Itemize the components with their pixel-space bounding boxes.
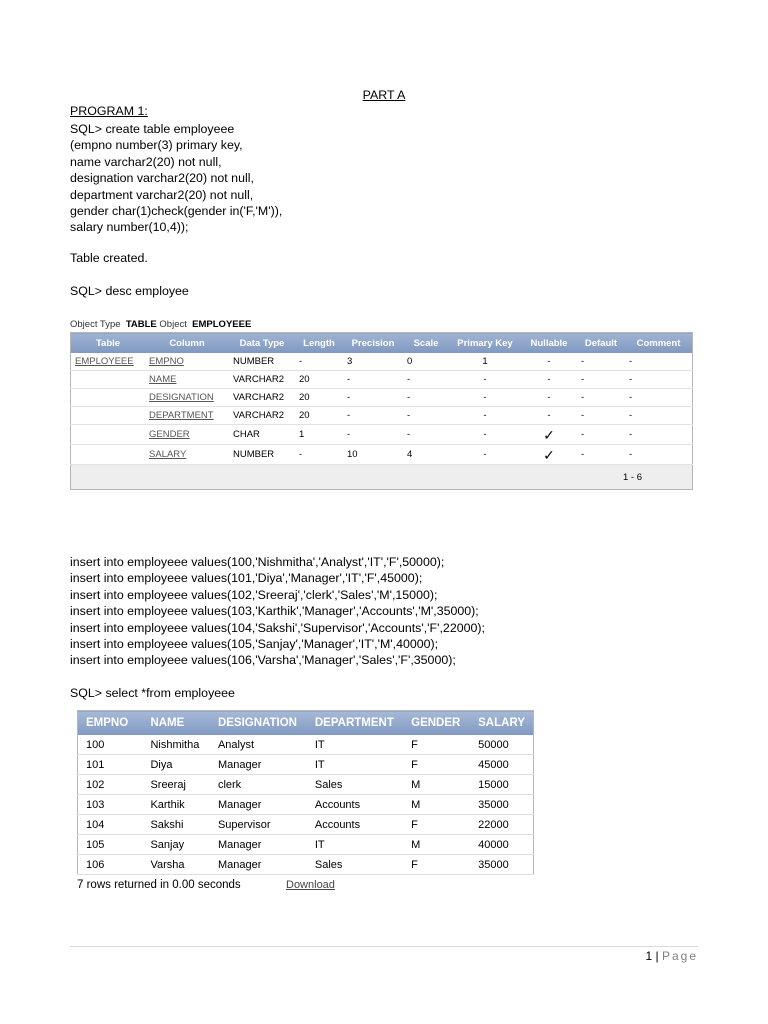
- describe-table-panel: [70, 318, 693, 490]
- comment-cell: -: [625, 407, 693, 425]
- precision-cell: -: [343, 389, 403, 407]
- table-row: [78, 815, 534, 835]
- nullable-check-icon: ✓: [521, 445, 577, 465]
- department-cell: Sales: [307, 855, 403, 875]
- salary-cell: 35000: [470, 795, 533, 815]
- name-cell: Sreeraj: [142, 775, 210, 795]
- column-link[interactable]: DESIGNATION: [145, 389, 229, 407]
- department-cell: Accounts: [307, 795, 403, 815]
- data-type-cell: VARCHAR2: [229, 371, 295, 389]
- primary-key-cell: -: [449, 425, 521, 445]
- designation-cell: Manager: [210, 795, 307, 815]
- table-name-cell: [71, 425, 146, 445]
- salary-cell: 50000: [470, 735, 533, 755]
- row-range: 1 - 6: [71, 465, 693, 490]
- name-cell: Varsha: [142, 855, 210, 875]
- select-command: SQL> select *from employeee: [70, 686, 235, 700]
- part-title: PART A: [362, 88, 406, 102]
- table-name-link[interactable]: EMPLOYEEE: [71, 353, 146, 371]
- page-separator: |: [655, 949, 659, 963]
- gender-cell: F: [403, 735, 470, 755]
- empno-cell: 106: [78, 855, 143, 875]
- object-type-label: Object Type: [70, 319, 121, 330]
- table-row: [71, 407, 693, 425]
- department-cell: IT: [307, 835, 403, 855]
- comment-cell: -: [625, 353, 693, 371]
- data-type-cell: VARCHAR2: [229, 389, 295, 407]
- salary-cell: 40000: [470, 835, 533, 855]
- data-type-cell: VARCHAR2: [229, 407, 295, 425]
- table-row: [78, 835, 534, 855]
- describe-header-row: [71, 333, 693, 354]
- table-row: [78, 795, 534, 815]
- nullable-cell: -: [521, 389, 577, 407]
- precision-cell: 10: [343, 445, 403, 465]
- header-name[interactable]: NAME: [142, 711, 210, 736]
- empno-cell: 102: [78, 775, 143, 795]
- gender-cell: F: [403, 815, 470, 835]
- insert-statement: insert into employeee values(101,'Diya','Manager','IT','F',45000);: [70, 571, 423, 585]
- describe-table: [70, 332, 693, 490]
- data-type-cell: NUMBER: [229, 445, 295, 465]
- data-type-cell: NUMBER: [229, 353, 295, 371]
- salary-cell: 22000: [470, 815, 533, 835]
- header-data-type[interactable]: Data Type: [229, 333, 295, 354]
- precision-cell: 3: [343, 353, 403, 371]
- comment-cell: -: [625, 371, 693, 389]
- header-scale[interactable]: Scale: [403, 333, 449, 354]
- default-cell: -: [577, 445, 625, 465]
- designation-cell: Manager: [210, 755, 307, 775]
- header-precision[interactable]: Precision: [343, 333, 403, 354]
- comment-cell: -: [625, 389, 693, 407]
- table-row: [71, 353, 693, 371]
- header-column[interactable]: Column: [145, 333, 229, 354]
- length-cell: -: [295, 353, 343, 371]
- department-cell: Sales: [307, 775, 403, 795]
- insert-statement: insert into employeee values(105,'Sanjay','Manager','IT','M',40000);: [70, 637, 439, 651]
- department-cell: IT: [307, 735, 403, 755]
- scale-cell: -: [403, 389, 449, 407]
- table-name-cell: [71, 371, 146, 389]
- scale-cell: -: [403, 371, 449, 389]
- empno-cell: 105: [78, 835, 143, 855]
- table-row: [71, 445, 693, 465]
- precision-cell: -: [343, 371, 403, 389]
- header-length[interactable]: Length: [295, 333, 343, 354]
- gender-cell: M: [403, 775, 470, 795]
- table-created-message: Table created.: [70, 251, 148, 265]
- name-cell: Sanjay: [142, 835, 210, 855]
- department-cell: Accounts: [307, 815, 403, 835]
- default-cell: -: [577, 407, 625, 425]
- insert-statement: insert into employeee values(103,'Karthik','Manager','Accounts','M',35000);: [70, 604, 479, 618]
- length-cell: -: [295, 445, 343, 465]
- scale-cell: 4: [403, 445, 449, 465]
- comment-cell: -: [625, 445, 693, 465]
- rows-returned-text: 7 rows returned in 0.00 seconds: [77, 879, 241, 891]
- nullable-cell: -: [521, 371, 577, 389]
- header-department[interactable]: DEPARTMENT: [307, 711, 403, 736]
- scale-cell: -: [403, 425, 449, 445]
- object-label: Object: [159, 319, 187, 330]
- name-cell: Nishmitha: [142, 735, 210, 755]
- column-link[interactable]: EMPNO: [145, 353, 229, 371]
- query-result-panel: [77, 710, 534, 897]
- create-table-statement: [70, 121, 282, 236]
- header-default[interactable]: Default: [577, 333, 625, 354]
- insert-statement: insert into employeee values(102,'Sreeraj','clerk','Sales','M',15000);: [70, 588, 438, 602]
- column-link[interactable]: SALARY: [145, 445, 229, 465]
- header-gender[interactable]: GENDER: [403, 711, 470, 736]
- department-cell: IT: [307, 755, 403, 775]
- primary-key-cell: -: [449, 371, 521, 389]
- default-cell: -: [577, 353, 625, 371]
- object-type-line: [70, 318, 693, 332]
- salary-cell: 35000: [470, 855, 533, 875]
- scale-cell: -: [403, 407, 449, 425]
- column-link[interactable]: GENDER: [145, 425, 229, 445]
- comment-cell: -: [625, 425, 693, 445]
- designation-cell: Manager: [210, 835, 307, 855]
- empno-cell: 104: [78, 815, 143, 835]
- gender-cell: M: [403, 795, 470, 815]
- table-row: [71, 425, 693, 445]
- gender-cell: F: [403, 855, 470, 875]
- length-cell: 20: [295, 389, 343, 407]
- name-cell: Karthik: [142, 795, 210, 815]
- desc-command: SQL> desc employee: [70, 284, 189, 298]
- code-line: designation varchar2(20) not null,: [70, 171, 254, 186]
- length-cell: 20: [295, 371, 343, 389]
- primary-key-cell: -: [449, 389, 521, 407]
- gender-cell: F: [403, 755, 470, 775]
- empno-cell: 101: [78, 755, 143, 775]
- column-link[interactable]: NAME: [145, 371, 229, 389]
- default-cell: -: [577, 425, 625, 445]
- object-type-value: TABLE: [125, 319, 157, 330]
- object-value: EMPLOYEEE: [192, 319, 252, 330]
- nullable-cell: -: [521, 353, 577, 371]
- designation-cell: clerk: [210, 775, 307, 795]
- program-title: PROGRAM 1:: [70, 104, 148, 118]
- code-line: department varchar2(20) not null,: [70, 187, 254, 202]
- header-primary-key[interactable]: Primary Key: [449, 333, 521, 354]
- length-cell: 20: [295, 407, 343, 425]
- code-line: salary number(10,4));: [70, 220, 189, 235]
- download-link[interactable]: Download: [286, 879, 335, 891]
- primary-key-cell: -: [449, 407, 521, 425]
- header-comment[interactable]: Comment: [625, 333, 693, 354]
- precision-cell: -: [343, 425, 403, 445]
- code-line: SQL> create table employeee: [70, 122, 235, 136]
- header-salary[interactable]: SALARY: [470, 711, 533, 736]
- result-header-row: [78, 711, 534, 736]
- code-line: gender char(1)check(gender in('F,'M')),: [70, 203, 283, 218]
- table-row: [78, 775, 534, 795]
- insert-statement: insert into employeee values(100,'Nishmitha','Analyst','IT','F',50000);: [70, 555, 445, 569]
- scale-cell: 0: [403, 353, 449, 371]
- designation-cell: Manager: [210, 855, 307, 875]
- header-empno[interactable]: EMPNO: [78, 711, 143, 736]
- code-line: (empno number(3) primary key,: [70, 138, 243, 153]
- code-line: name varchar2(20) not null,: [70, 154, 222, 169]
- insert-statement: insert into employeee values(106,'Varsha','Manager','Sales','F',35000);: [70, 653, 456, 667]
- header-table[interactable]: Table: [71, 333, 146, 354]
- describe-footer-row: [71, 465, 693, 490]
- table-row: [71, 371, 693, 389]
- length-cell: 1: [295, 425, 343, 445]
- table-row: [78, 735, 534, 755]
- table-name-cell: [71, 389, 146, 407]
- default-cell: -: [577, 371, 625, 389]
- empno-cell: 100: [78, 735, 143, 755]
- primary-key-cell: 1: [449, 353, 521, 371]
- salary-cell: 45000: [470, 755, 533, 775]
- table-name-cell: [71, 445, 146, 465]
- name-cell: Sakshi: [142, 815, 210, 835]
- table-row: [78, 755, 534, 775]
- data-type-cell: CHAR: [229, 425, 295, 445]
- page-number-footer: [645, 949, 698, 963]
- salary-cell: 15000: [470, 775, 533, 795]
- nullable-cell: -: [521, 407, 577, 425]
- designation-cell: Analyst: [210, 735, 307, 755]
- name-cell: Diya: [142, 755, 210, 775]
- table-row: [71, 389, 693, 407]
- header-designation[interactable]: DESIGNATION: [210, 711, 307, 736]
- column-link[interactable]: DEPARTMENT: [145, 407, 229, 425]
- default-cell: -: [577, 389, 625, 407]
- result-table: [77, 710, 534, 875]
- primary-key-cell: -: [449, 445, 521, 465]
- result-footer: [77, 877, 534, 897]
- nullable-check-icon: ✓: [521, 425, 577, 445]
- empno-cell: 103: [78, 795, 143, 815]
- table-name-cell: [71, 407, 146, 425]
- page-word: Page: [661, 949, 698, 963]
- footer-divider: [70, 946, 698, 947]
- table-row: [78, 855, 534, 875]
- gender-cell: M: [403, 835, 470, 855]
- insert-statement: insert into employeee values(104,'Sakshi','Supervisor','Accounts','F',22000);: [70, 621, 485, 635]
- precision-cell: -: [343, 407, 403, 425]
- page-number: 1: [645, 949, 653, 963]
- designation-cell: Supervisor: [210, 815, 307, 835]
- header-nullable[interactable]: Nullable: [521, 333, 577, 354]
